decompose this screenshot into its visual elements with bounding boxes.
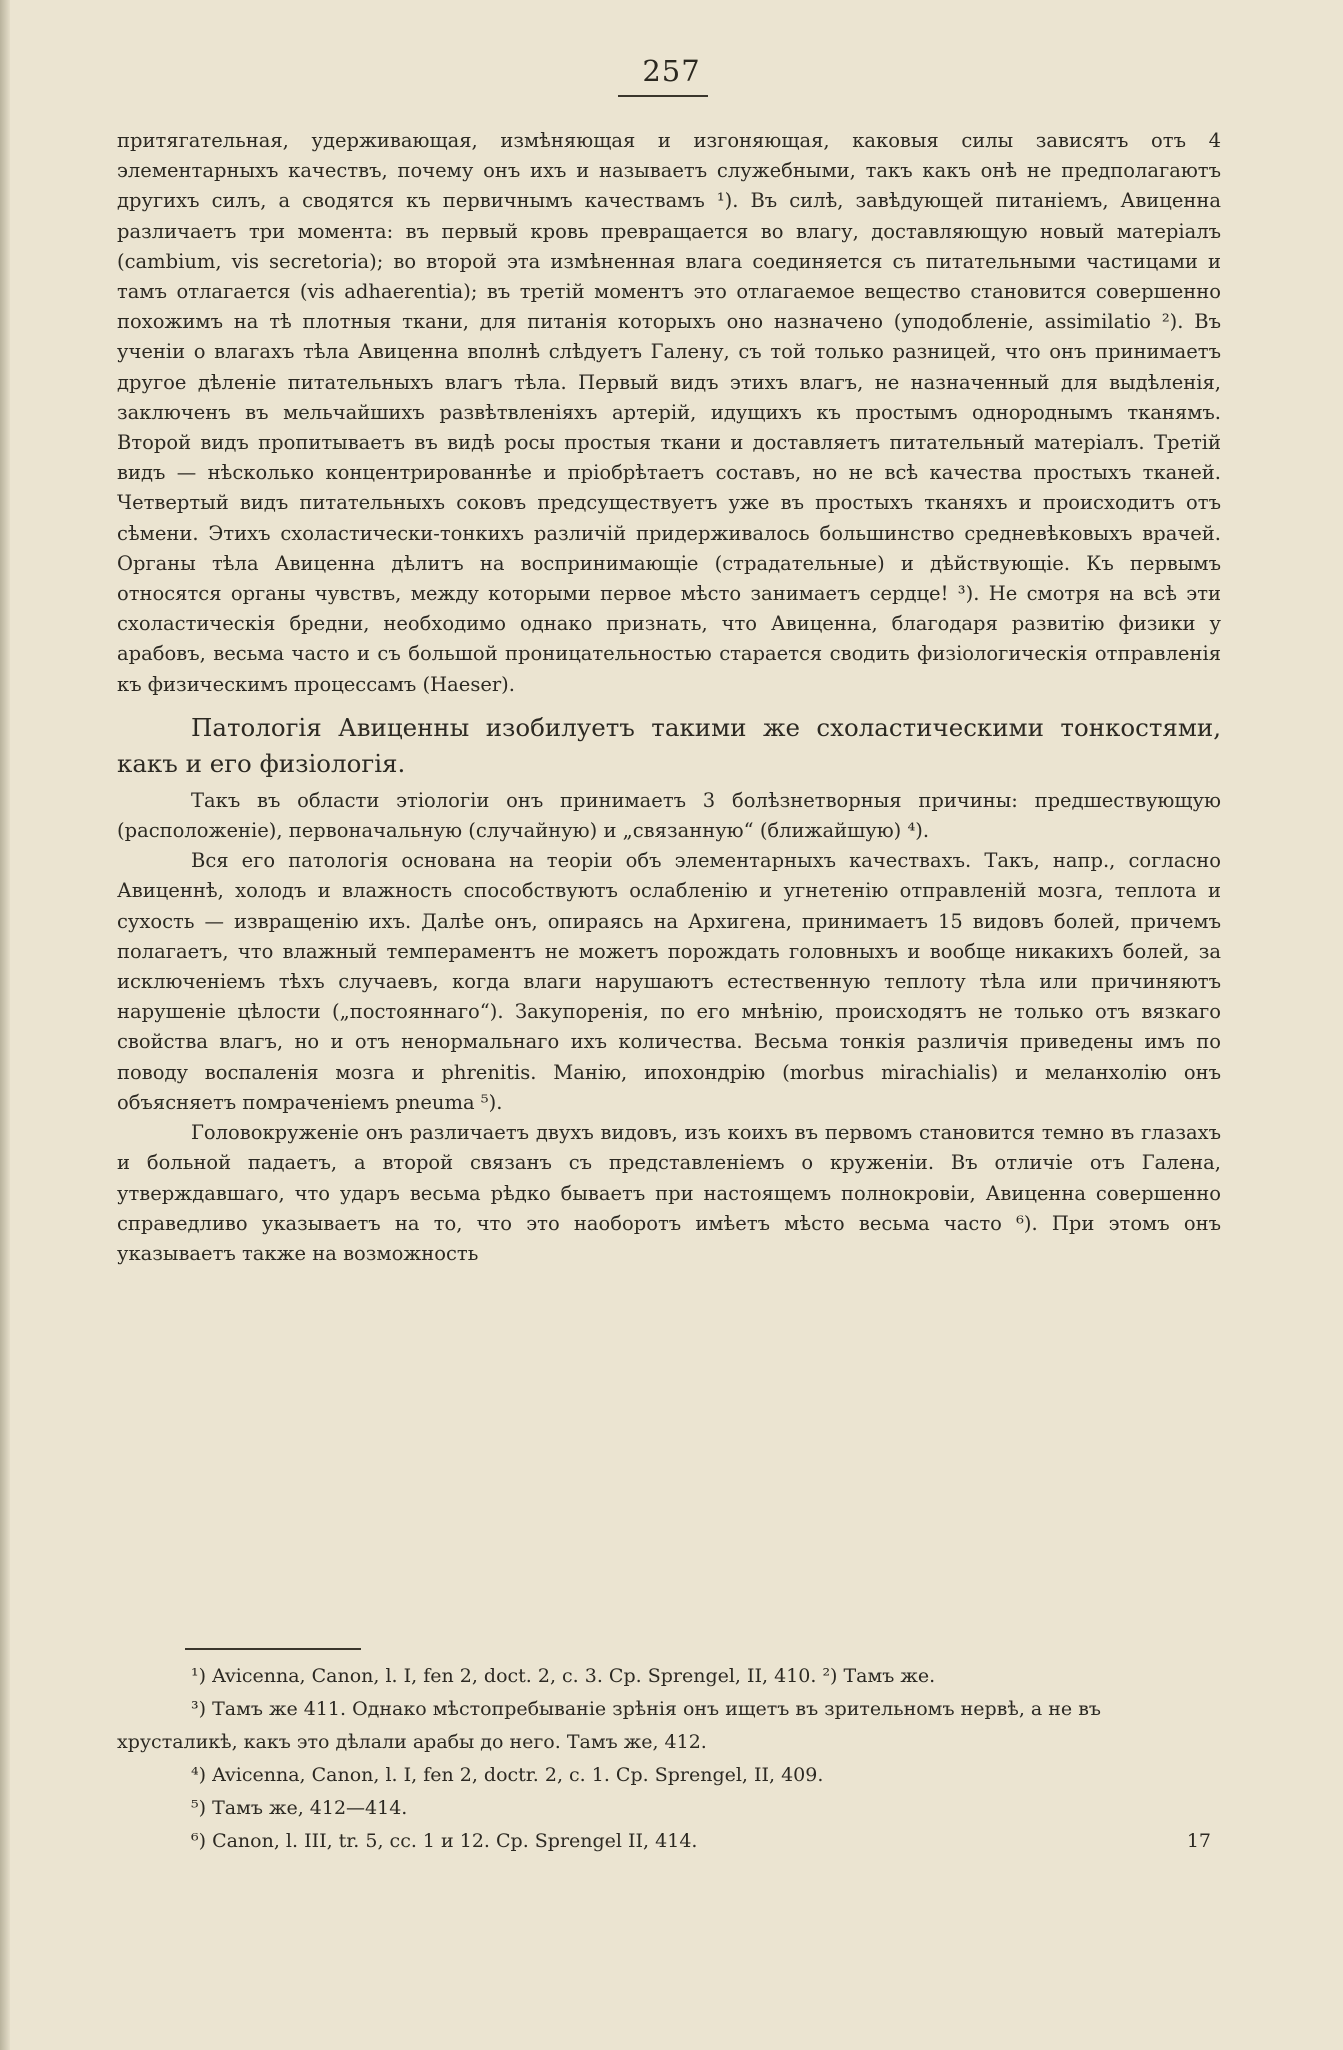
- footnote-6: ⁶) Canon, l. III, tr. 5, cc. 1 и 12. Cp. Sprengel II, 414.: [191, 1830, 698, 1852]
- paragraph-etiology: Такъ въ области этіологіи онъ принимаетъ 3 болѣзнетворныя причины: предшествующую (расположеніе), первоначальную (случайную) и „связанную“ (ближайшую) ⁴).: [117, 788, 1221, 843]
- footnote-5: ⁵) Тамъ же, 412—414.: [191, 1797, 408, 1819]
- main-text: [117, 126, 1221, 1269]
- page-number: 257: [642, 54, 701, 88]
- paragraph-pathology-intro: Патологія Авиценны изобилуетъ такими же схоластическими тонкостями, какъ и его физіологія.: [117, 712, 1221, 778]
- signature-mark: 17: [1186, 1830, 1211, 1852]
- paragraph-elementary-qualities: Вся его патологія основана на теоріи объ элементарныхъ качествахъ. Такъ, напр., согласно Авиценнѣ, холодъ и влажность способствуютъ ослабленію и угнетенію отправленій мозга, теплота и сухость — извращенію ихъ. Далѣе онъ, опираясь на Архигена, принимаетъ 15 видовъ болей, причемъ полагаетъ, что влажный темпераментъ не можетъ порождать головныхъ и вообще никакихъ болей, за исключеніемъ тѣхъ случаевъ, когда влаги нарушаютъ естественную теплоту тѣла или причиняютъ нарушеніе цѣлости („постояннаго“). Закупоренія, по его мнѣнію, происходятъ не только отъ вязкаго свойства влагъ, но и отъ ненормальнаго ихъ количества. Весьма тонкія различія приведены имъ по поводу воспаленія мозга и phrenitis. Манію, ипохондрію (morbus mirachialis) и меланхолію онъ объясняетъ помраченіемъ pneuma ⁵).: [117, 849, 1221, 1114]
- footnote-6-row: [117, 1825, 1221, 1858]
- footnote-3: ³) Тамъ же 411. Однако мѣстопребываніе зрѣнія онъ ищетъ въ зрительномъ нервѣ, а не въ хрусталикѣ, какъ это дѣлали арабы до него. Тамъ же, 412.: [117, 1698, 1101, 1753]
- footnote-1-2: ¹) Avicenna, Canon, l. I, fen 2, doct. 2, c. 3. Cp. Sprengel, II, 410. ²) Тамъ же.: [191, 1665, 936, 1687]
- page-number-underline: [618, 95, 708, 97]
- paragraph-vertigo: Головокруженіе онъ различаетъ двухъ видовъ, изъ коихъ въ первомъ становится темно въ глазахъ и больной падаетъ, а второй связанъ съ представленіемъ о круженіи. Въ отличіе отъ Галена, утверждавшаго, что ударъ весьма рѣдко бываетъ при настоящемъ полнокровіи, Авиценна совершенно справедливо указываетъ на то, что это наоборотъ имѣетъ мѣсто весьма часто ⁶). При этомъ онъ указываетъ также на возможность: [117, 1121, 1221, 1265]
- footnote-separator: [185, 1648, 361, 1650]
- paragraph-physiology: притягательная, удерживающая, измѣняющая и изгоняющая, каковыя силы зависятъ отъ 4 элементарныхъ качествъ, почему онъ ихъ и называетъ служебными, такъ какъ онѣ не предполагаютъ другихъ силъ, а сводятся къ первичнымъ качествамъ ¹). Въ силѣ, завѣдующей питаніемъ, Авиценна различаетъ три момента: въ первый кровь превращается во влагу, доставляющую новый матеріалъ (cambium, vis secretoria); во второй эта измѣненная влага соединяется съ питательными частицами и тамъ отлагается (vis adhaerentia); въ третій моментъ это отлагаемое вещество становится совершенно похожимъ на тѣ плотныя ткани, для питанія которыхъ оно назначено (уподобленіе, assimilatio ²). Въ ученіи о влагахъ тѣла Авиценна вполнѣ слѣдуетъ Галену, съ той только разницей, что онъ принимаетъ другое дѣленіе питательныхъ влагъ тѣла. Первый видъ этихъ влагъ, не назначенный для выдѣленія, заключенъ въ мельчайшихъ развѣтвленіяхъ артерій, идущихъ къ простымъ однороднымъ тканямъ. Второй видъ пропитываетъ въ видѣ росы простыя ткани и доставляетъ питательный матеріалъ. Третій видъ — нѣсколько концентрированнѣе и пріобрѣтаетъ составъ, но не всѣ качества простыхъ тканей. Четвертый видъ питательныхъ соковъ предсуществуетъ уже въ простыхъ тканяхъ и происходитъ отъ сѣмени. Этихъ схоластически-тонкихъ различій придерживалось большинство средневѣковыхъ врачей. Органы тѣла Авиценна дѣлитъ на воспринимающіе (страдательные) и дѣйствующіе. Къ первымъ относятся органы чувствъ, между которыми первое мѣсто занимаетъ сердце! ³). Не смотря на всѣ эти схоластическія бредни, необходимо однако признать, что Авиценна, благодаря развитію физики у арабовъ, весьма часто и съ большой проницательностью старается сводить физіологическія отправленія къ физическимъ процессамъ (Haeser).: [117, 129, 1221, 696]
- footnote-4: ⁴) Avicenna, Canon, l. I, fen 2, doctr. 2, c. 1. Cp. Sprengel, II, 409.: [191, 1764, 824, 1786]
- page-edge: [0, 0, 10, 2050]
- footnotes: [117, 1660, 1221, 1858]
